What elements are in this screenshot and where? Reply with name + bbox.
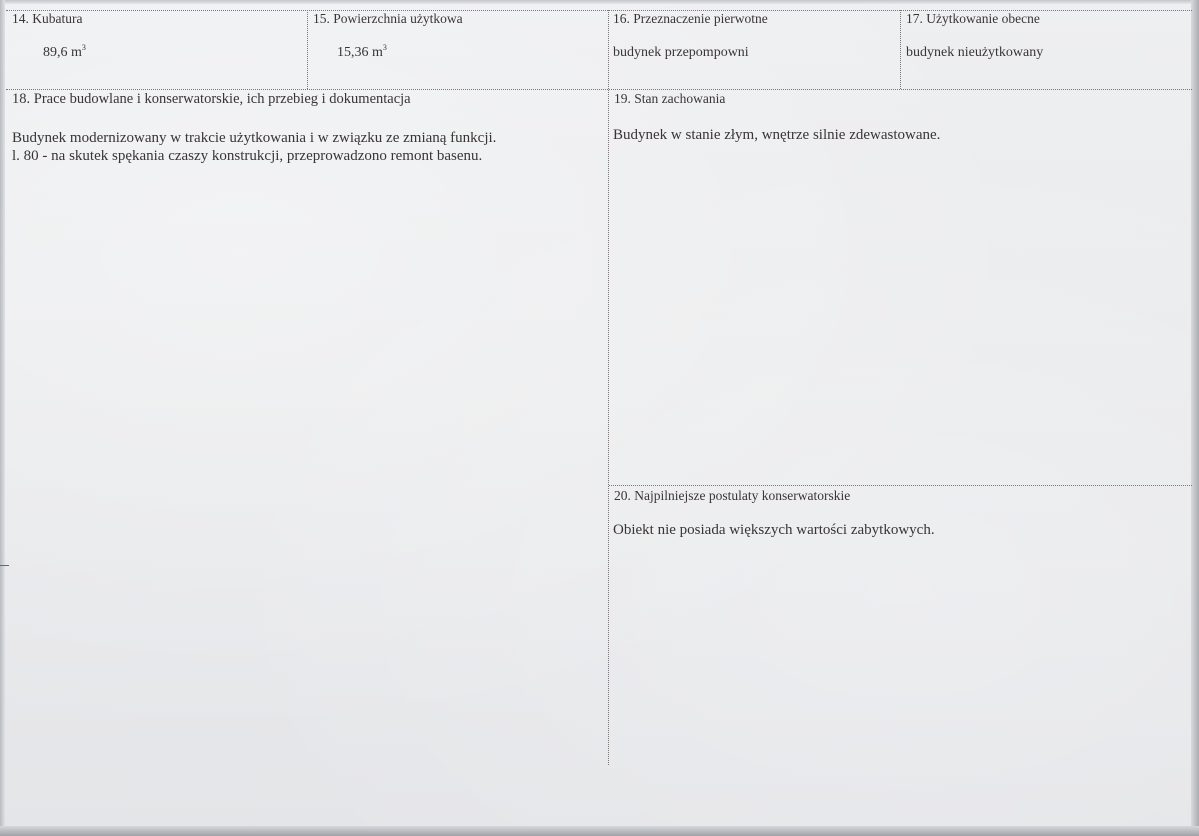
field-19-text: Budynek w stanie złym, wnętrze silnie zdewastowane. bbox=[613, 127, 941, 143]
card-right-edge bbox=[1191, 0, 1199, 836]
field-15-value bbox=[337, 45, 387, 61]
field-17-value: budynek nieużytkowany bbox=[906, 45, 1044, 60]
field-18-label: 18. Prace budowlane i konserwatorskie, ich przebieg i dokumentacja bbox=[12, 91, 411, 107]
field-15-unit-exponent: 3 bbox=[382, 43, 387, 52]
rule-field20-top bbox=[609, 485, 1192, 486]
margin-tick-mark bbox=[0, 565, 9, 566]
field-20-label: 20. Najpilniejsze postulaty konserwatorskie bbox=[614, 488, 851, 503]
rule-v-16-17 bbox=[900, 10, 901, 89]
field-15-label: 15. Powierzchnia użytkowa bbox=[313, 11, 463, 26]
card-left-edge bbox=[0, 0, 5, 836]
field-14-value bbox=[43, 45, 86, 61]
field-14-unit-exponent: 3 bbox=[81, 43, 86, 52]
rule-row1-bottom bbox=[6, 89, 1192, 90]
field-14-number: 89,6 m bbox=[43, 45, 82, 60]
field-16-value: budynek przepompowni bbox=[613, 45, 749, 60]
field-20-text: Obiekt nie posiada większych wartości zabytkowych. bbox=[613, 522, 935, 538]
field-18-text bbox=[12, 129, 496, 165]
field-14-label: 14. Kubatura bbox=[12, 11, 83, 26]
card-top-edge bbox=[0, 0, 1199, 4]
rule-v-14-15 bbox=[307, 10, 308, 89]
field-19-label: 19. Stan zachowania bbox=[614, 91, 726, 106]
field-18-line-1: Budynek modernizowany w trakcie użytkowania i w związku ze zmianą funkcji. bbox=[12, 130, 497, 146]
rule-v-center bbox=[608, 10, 609, 765]
field-15-number: 15,36 m bbox=[337, 45, 383, 60]
field-18-line-2: l. 80 - na skutek spękania czaszy konstrukcji, przeprowadzono remont basenu. bbox=[12, 148, 483, 164]
field-16-label: 16. Przeznaczenie pierwotne bbox=[613, 11, 768, 26]
card-bottom-edge bbox=[0, 826, 1199, 836]
field-17-label: 17. Użytkowanie obecne bbox=[906, 11, 1040, 26]
